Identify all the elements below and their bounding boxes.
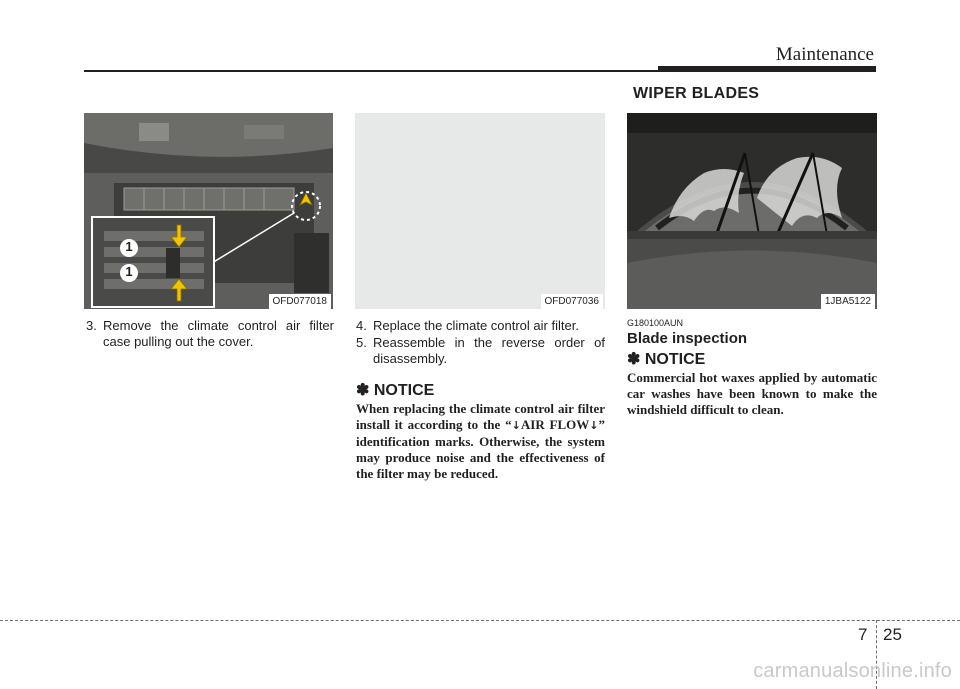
- notice-body-part3: ” identification marks. Otherwise, the system may produce noise and the effectiveness of the filter may be reduced.: [356, 417, 605, 481]
- step-number: 4.: [356, 318, 367, 333]
- figure-code: OFD077018: [269, 294, 331, 309]
- step-text: Remove the climate control air filter case pulling out the cover.: [103, 318, 334, 349]
- footer-rule: [0, 620, 960, 621]
- notice-heading: ✽ NOTICE: [627, 351, 706, 368]
- step-number: 5.: [356, 335, 367, 350]
- step-text: Reassemble in the reverse order of disassembly.: [373, 335, 605, 366]
- header-rule-accent: [658, 66, 876, 72]
- step-3: [86, 318, 334, 350]
- watermark: carmanualsonline.info: [753, 660, 952, 682]
- section-title: WIPER BLADES: [633, 85, 760, 102]
- figure-filter-replace: [355, 113, 605, 309]
- step-text: Replace the climate control air filter.: [373, 318, 579, 333]
- notice-body: [356, 401, 605, 482]
- notice-heading: ✽ NOTICE: [356, 382, 435, 399]
- filter-cover-photo: [84, 113, 333, 309]
- step-number: 3.: [86, 318, 97, 333]
- down-arrow-icon: ↓: [589, 419, 599, 432]
- figure-windshield: [627, 113, 877, 309]
- subheading-blade-inspection: Blade inspection: [627, 330, 748, 347]
- chapter-number: 7: [858, 625, 868, 644]
- callout-1-lower: 1: [125, 264, 133, 279]
- notice-body-part1: When replacing the climate control air filter install it according to the “: [356, 401, 605, 432]
- figure-code: 1JBA5122: [821, 294, 875, 309]
- page-number: 25: [883, 625, 902, 644]
- running-header: Maintenance: [775, 44, 874, 65]
- doc-code: G180100AUN: [627, 318, 684, 328]
- down-arrow-icon: ↓: [511, 419, 521, 432]
- figure-code: OFD077036: [541, 294, 603, 309]
- step-4: [356, 318, 605, 334]
- step-5: [356, 335, 605, 367]
- notice-body: Commercial hot waxes applied by automatic car washes have been known to make the windshield difficult to clean.: [627, 370, 877, 417]
- callout-1-upper: 1: [125, 239, 133, 254]
- figure-filter-cover: [84, 113, 333, 309]
- notice-body-part2: AIR FLOW: [520, 417, 590, 432]
- windshield-photo: [627, 113, 877, 309]
- header-rule: [84, 70, 664, 72]
